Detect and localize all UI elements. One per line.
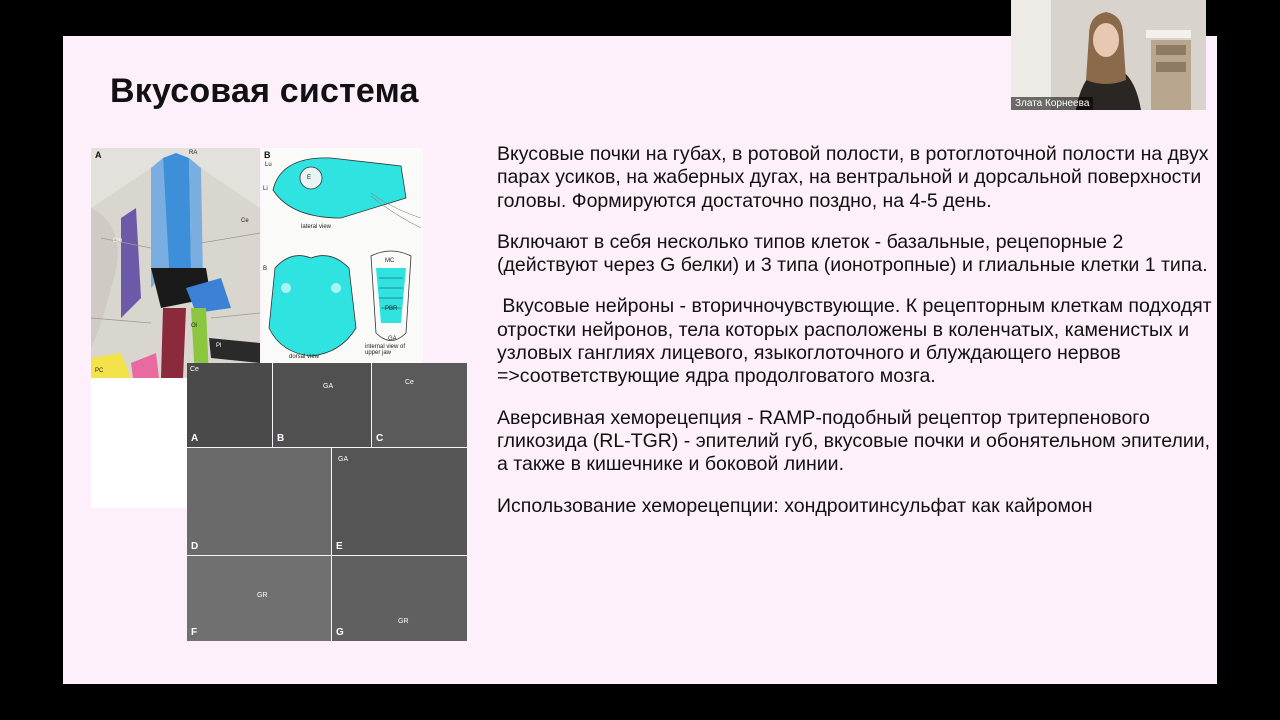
webcam-thumbnail[interactable] [1011, 0, 1206, 110]
figure-b-diagram [261, 148, 423, 363]
participant-video [1011, 0, 1206, 110]
figure-b-caption: lateral view [301, 224, 332, 230]
figure-b-label: MC [385, 258, 395, 264]
sem-panel-d: D [187, 448, 331, 555]
paragraph-kairomone: Использование хеморецепции: хондроитинсульфат как кайромон [497, 494, 1093, 517]
figure-background [91, 378, 187, 508]
figure-b-label: Li [263, 186, 268, 192]
figure-b-label: GA [388, 336, 397, 342]
presentation-slide [63, 36, 1217, 684]
figure-b-label: E [307, 175, 312, 181]
figure-a-panel-label: A [95, 150, 102, 160]
taste-bud-diagram [91, 148, 260, 378]
sem-panel-b: GA B [273, 363, 371, 447]
figure-a-label: Ol [191, 323, 197, 329]
figure-a-label: PC [95, 368, 104, 374]
figure-a-label: Ce [241, 218, 249, 224]
figure-a-label: RA [189, 150, 198, 156]
sem-panel-e: GA E [332, 448, 467, 555]
figure-b-caption: dorsal view [289, 354, 320, 360]
figure-b-caption: internal view of upper jaw [365, 344, 406, 356]
figure-b-label: Lu [265, 162, 272, 168]
paragraph-aversive-chemoreception: Аверсивная хеморецепция - RAMP-подобный рецептор тритерпенового гликозида (RL-TGR) - эпителий губ, вкусовые почки и обонятельном эпителии, а также в кишечнике и боковой линии. [497, 406, 1211, 476]
figure-a-label: Cm [113, 238, 123, 244]
slide-body [497, 143, 1217, 536]
fish-head-diagram [261, 148, 423, 363]
figure-a-label: Pl [216, 343, 222, 349]
sem-panel-f: GR F [187, 556, 331, 641]
paragraph-taste-buds: Вкусовые почки на губах, в ротовой полости, в ротоглоточной полости на двух парах усиков, на жаберных дугах, на вентральной и дорсальной поверхности головы. Формируются достаточно поздно, на 4-5 день. [497, 143, 1209, 212]
figure-a-diagram [91, 148, 260, 378]
figure-b-label: PBR [385, 306, 398, 312]
paragraph-cell-types: Включают в себя несколько типов клеток - базальные, рецепорные 2 (действуют через G белки) и 3 типа (ионотропные) и глиальные клетки 1 типа. [497, 230, 1208, 277]
paragraph-neurons: Вкусовые нейроны - вторичночувствующие. К рецепторным клеткам подходят отростки нейронов, тела которых расположены в коленчатых, каменистых и узловых ганглиях лицевого, языкоглоточного и блуждающего нервов =>соответствующие ядра продолговатого мозга. [497, 295, 1217, 388]
sem-panel-g: GR G [332, 556, 467, 641]
figure-b-label: B [263, 266, 268, 272]
sem-panel-a: Ce A [187, 363, 272, 447]
sem-panel-c: Ce C [372, 363, 467, 447]
participant-name: Злата Корнеева [1011, 97, 1093, 110]
figure-b-panel-label: B [264, 150, 271, 160]
slide-title: Вкусовая система [110, 72, 419, 110]
